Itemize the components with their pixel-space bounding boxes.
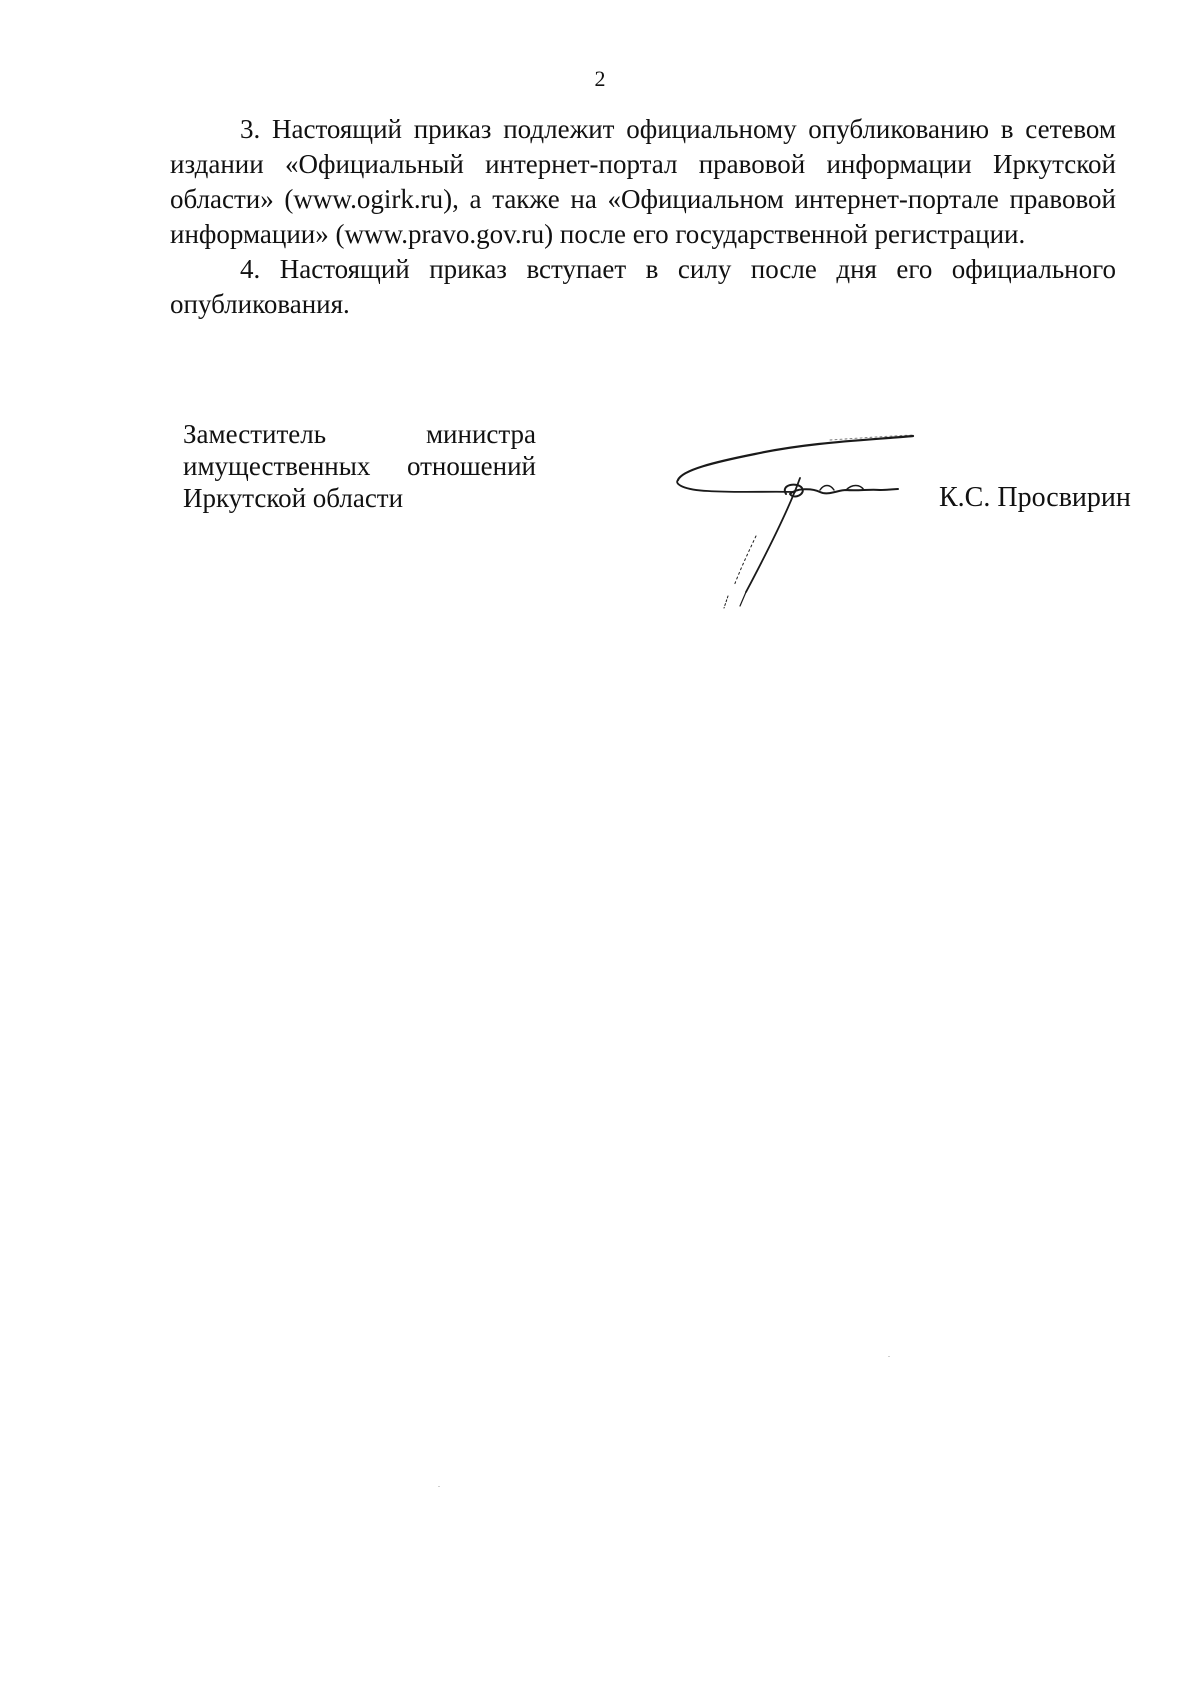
scan-artifact [438,1486,440,1487]
position-line: имущественных отношений [183,451,536,481]
paragraph-text: Настоящий приказ вступает в силу после дня его официального опубликования. [170,254,1117,319]
handwritten-signature [670,418,920,618]
paragraph-number: 4. [240,254,261,284]
position-line: Заместитель министра [183,419,536,449]
paragraph-3 [170,112,1116,252]
position-line: Иркутской области [183,483,404,513]
signer-name: К.С. Просвирин [939,482,1131,513]
signer-position [183,418,536,514]
paragraph-text: Настоящий приказ подлежит официальному опубликованию в сетевом издании «Официальный интернет-портал правовой информации Иркутской области» (www.ogirk.ru), а также на «Официальном интернет-портале правовой информации» (www.pravo.gov.ru) после его государственной регистрации. [170,114,1117,249]
scan-artifact [888,1356,890,1357]
paragraph-4 [170,252,1116,322]
signature-block [0,418,1200,638]
page-number: 2 [594,66,606,91]
paragraph-number: 3. [240,114,261,144]
document-body [170,112,1116,322]
